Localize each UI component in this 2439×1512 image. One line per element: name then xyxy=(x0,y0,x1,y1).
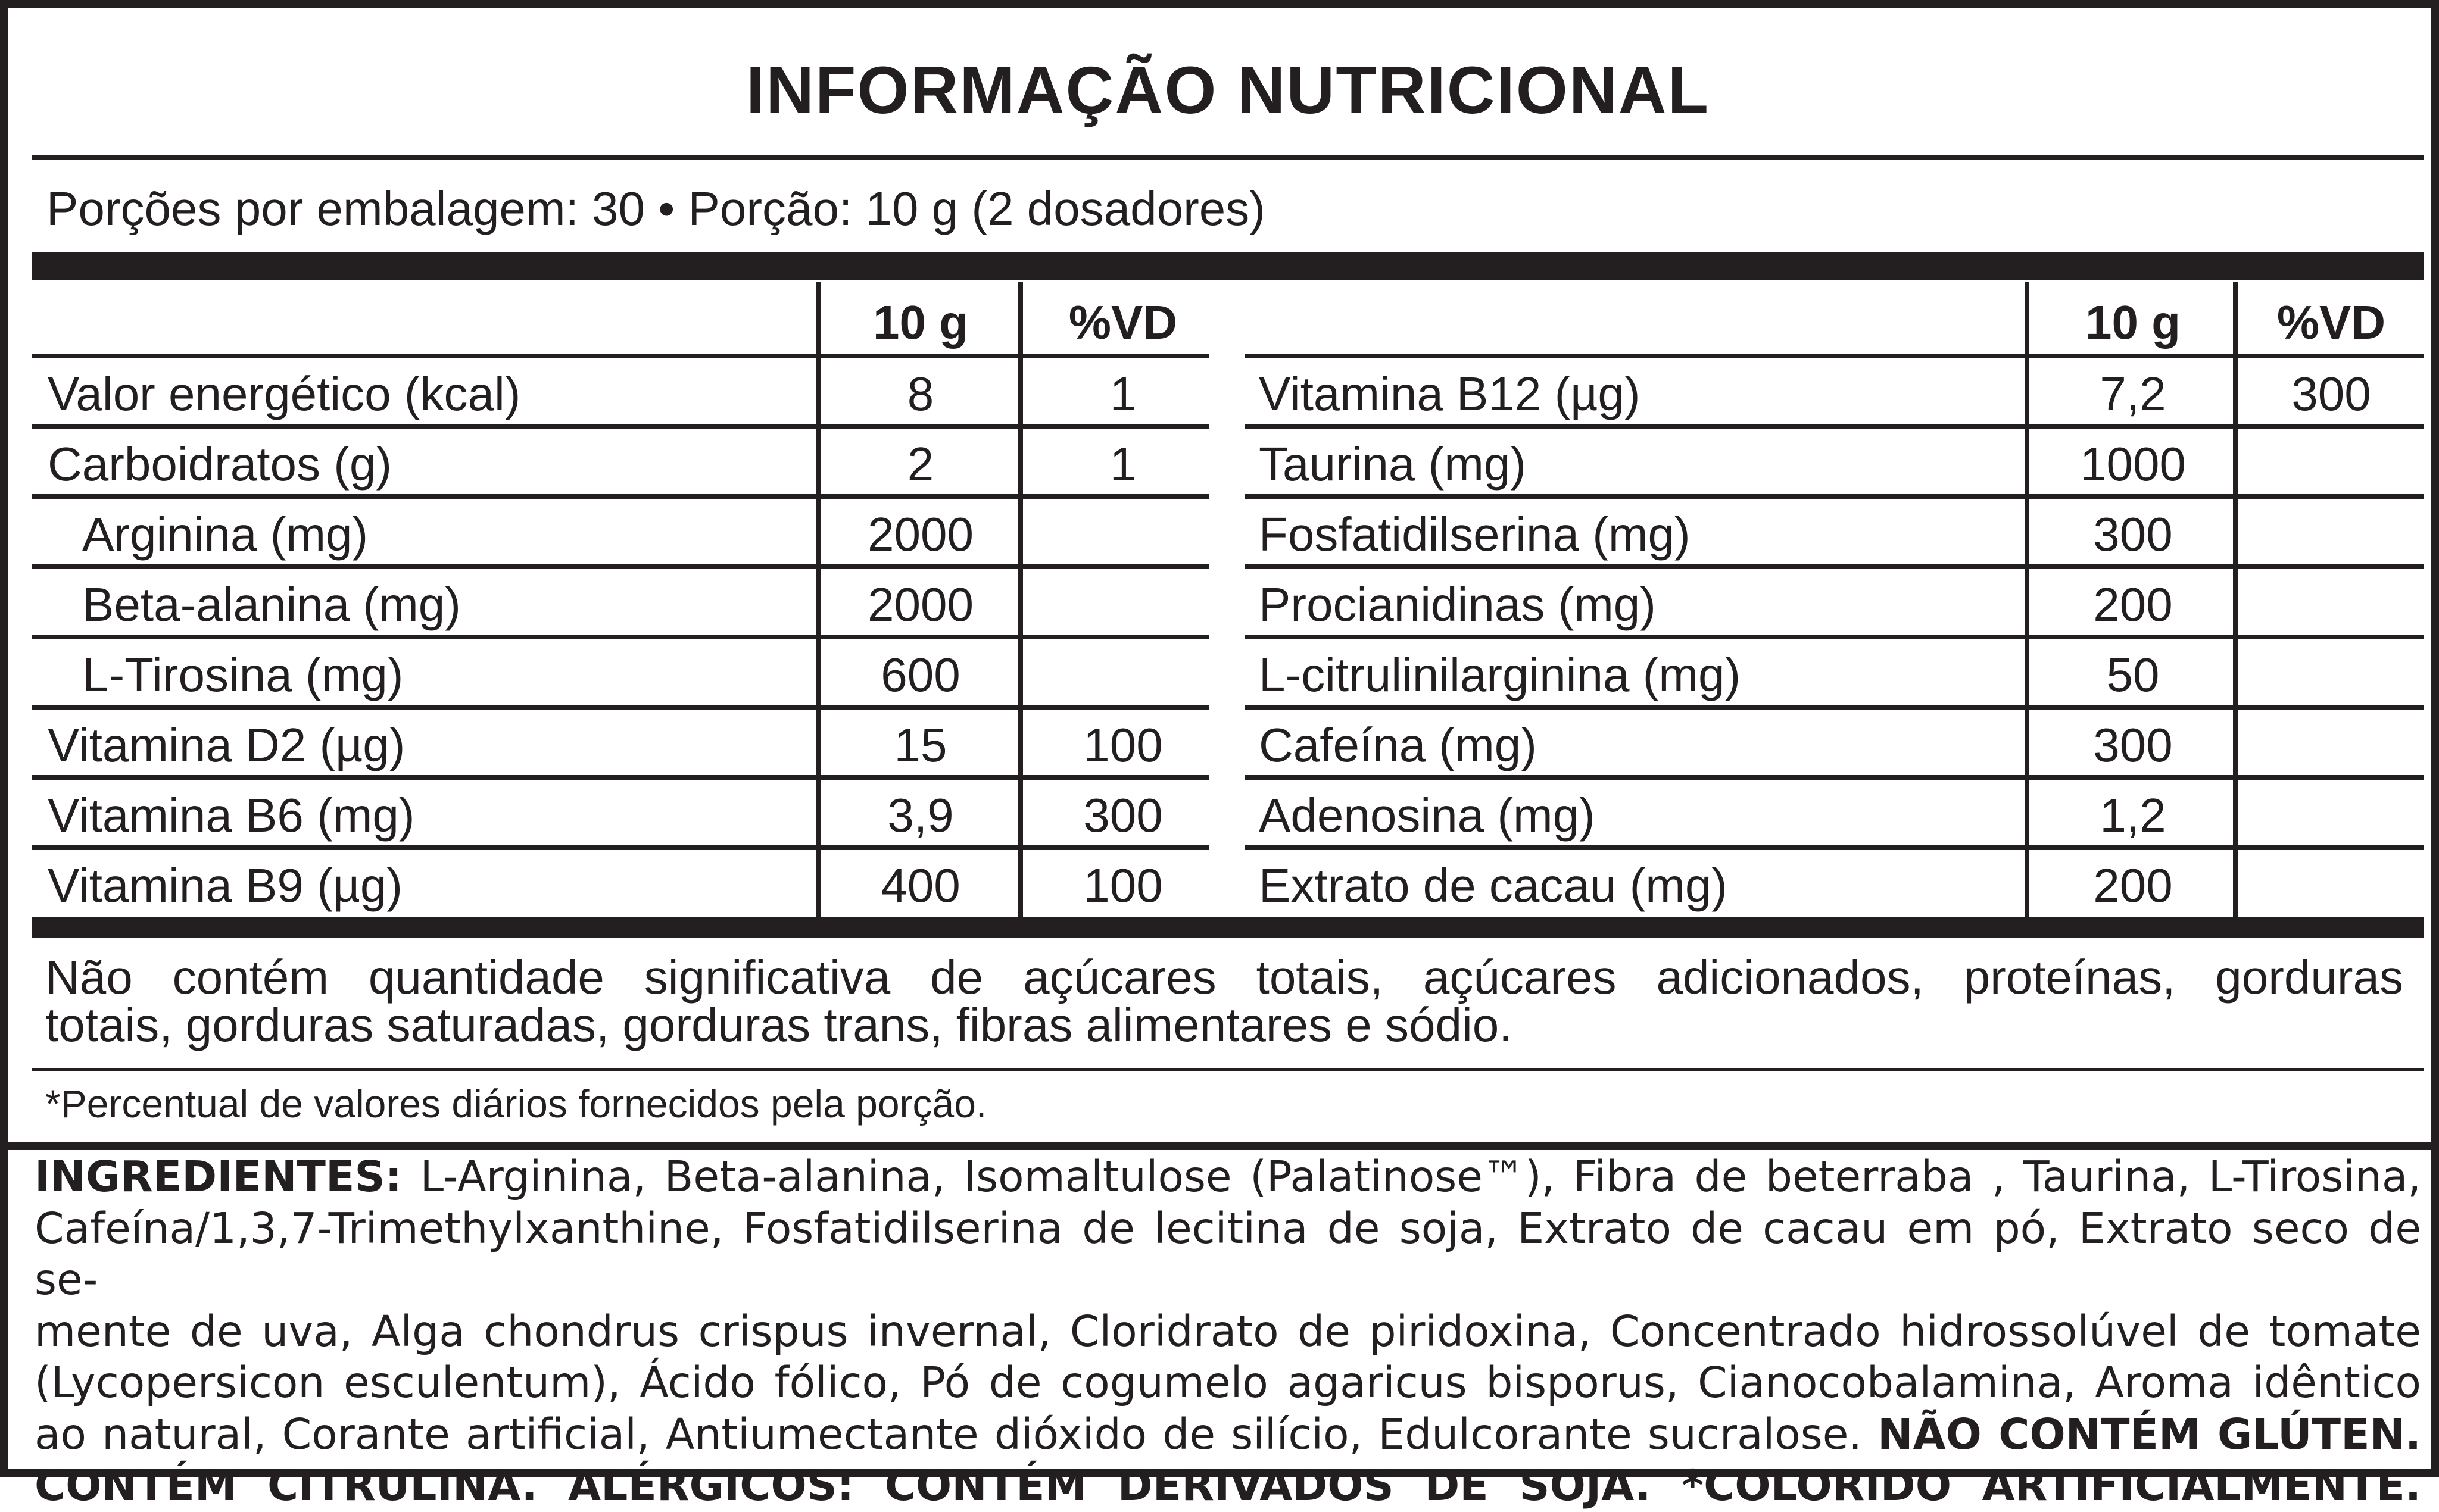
ingredients-line-2: Cafeína/1,3,7-Trimethylxanthine, Fosfatidilserina de lecitina de soja, Extrato de cacau em pó, Extrato seco de se- xyxy=(35,1203,2421,1304)
left-row-6-name: Vitamina B6 (mg) xyxy=(48,789,415,842)
right-row-7-name: Extrato de cacau (mg) xyxy=(1259,859,1727,912)
left-row-6-amount: 3,9 xyxy=(887,789,954,842)
left-row-0-dv: 1 xyxy=(1109,367,1137,420)
left-row-5-amount: 15 xyxy=(894,718,947,771)
right-row-4-amount: 50 xyxy=(2106,648,2160,701)
right-row-1-amount: 1000 xyxy=(2080,438,2186,491)
right-row-2-name: Fosfatidilserina (mg) xyxy=(1259,508,1691,561)
allergen-warning: CONTÉM CITRULINA. ALÉRGICOS: CONTÉM DERIVADOS DE SOJA. *COLORIDO ARTIFICIALMENTE. xyxy=(35,1461,2421,1510)
ingredients-line-1 xyxy=(35,1151,2421,1203)
note-divider xyxy=(32,1068,2424,1071)
daily-value-footnote: *Percentual de valores diários fornecidos pela porção. xyxy=(45,1082,987,1126)
label-title: INFORMAÇÃO NUTRICIONAL xyxy=(746,53,1710,127)
left-row-5-dv: 100 xyxy=(1083,718,1163,771)
left-header-dv: %VD xyxy=(1068,296,1178,349)
row-rule-left xyxy=(32,845,1209,850)
left-row-2-name: Arginina (mg) xyxy=(82,508,369,561)
not-significant-note-line2: totais, gorduras saturadas, gorduras trans, fibras alimentares e sódio. xyxy=(45,998,1512,1051)
ingredients-text-5: ao natural, Corante artificial, Antiumectante dióxido de silício, Edulcorante sucralose. xyxy=(35,1409,1862,1459)
row-rule-right xyxy=(1245,845,2424,850)
column-rule xyxy=(2025,282,2029,917)
right-header-amount: 10 g xyxy=(2085,296,2181,349)
column-rule xyxy=(2233,282,2238,917)
ingredients-block xyxy=(35,1151,2421,1512)
left-row-0-name: Valor energético (kcal) xyxy=(48,367,521,420)
gluten-warning: NÃO CONTÉM GLÚTEN. xyxy=(1877,1409,2421,1459)
ingredients-line-6 xyxy=(35,1460,2421,1512)
ingredients-divider xyxy=(8,1142,2439,1150)
left-row-4-name: L-Tirosina (mg) xyxy=(82,648,404,701)
right-row-7-amount: 200 xyxy=(2093,859,2173,912)
left-row-5-name: Vitamina D2 (µg) xyxy=(48,718,406,771)
ingredients-line-5 xyxy=(35,1409,2421,1461)
row-rule-right xyxy=(1245,775,2424,780)
left-row-6-dv: 300 xyxy=(1083,789,1163,842)
thick-divider-top xyxy=(32,252,2424,280)
ingredients-text-1: L-Arginina, Beta-alanina, Isomaltulose (Palatinose™), Fibra de beterraba , Taurina, L-Tirosina, xyxy=(420,1152,2421,1201)
row-rule-left xyxy=(32,775,1209,780)
column-rule xyxy=(816,282,821,917)
ingredients-line-4: (Lycopersicon esculentum), Ácido fólico, Pó de cogumelo agaricus bisporus, Cianocobalamina, Aroma idêntico xyxy=(35,1358,2421,1407)
right-row-6-amount: 1,2 xyxy=(2100,789,2166,842)
ingredients-label: INGREDIENTES: xyxy=(35,1152,403,1201)
right-row-3-name: Procianidinas (mg) xyxy=(1259,578,1656,631)
left-row-1-name: Carboidratos (g) xyxy=(48,438,392,491)
row-rule-right xyxy=(1245,705,2424,710)
title-divider xyxy=(32,155,2424,160)
left-row-7-name: Vitamina B9 (µg) xyxy=(48,859,403,912)
row-rule-left xyxy=(32,354,1209,358)
left-row-4-amount: 600 xyxy=(881,648,960,701)
left-row-2-amount: 2000 xyxy=(868,508,974,561)
right-row-0-amount: 7,2 xyxy=(2100,367,2166,420)
serving-info: Porções por embalagem: 30 • Porção: 10 g (2 dosadores) xyxy=(46,182,1265,235)
row-rule-left xyxy=(32,494,1209,499)
right-row-5-amount: 300 xyxy=(2093,718,2173,771)
right-row-0-name: Vitamina B12 (µg) xyxy=(1259,367,1640,420)
row-rule-left xyxy=(32,705,1209,710)
right-row-1-name: Taurina (mg) xyxy=(1259,438,1527,491)
right-row-5-name: Cafeína (mg) xyxy=(1259,718,1537,771)
ingredients-line-3: mente de uva, Alga chondrus crispus invernal, Cloridrato de piridoxina, Concentrado hidrossolúvel de tomate xyxy=(35,1306,2421,1356)
left-header-amount: 10 g xyxy=(872,296,969,349)
left-row-1-dv: 1 xyxy=(1109,438,1137,491)
left-row-7-amount: 400 xyxy=(881,859,960,912)
left-row-3-name: Beta-alanina (mg) xyxy=(82,578,461,631)
left-row-0-amount: 8 xyxy=(907,367,934,420)
not-significant-note-line1: Não contém quantidade significativa de açúcares totais, açúcares adicionados, proteínas, gorduras xyxy=(45,951,2403,1004)
right-row-2-amount: 300 xyxy=(2093,508,2173,561)
row-rule-right xyxy=(1245,635,2424,639)
row-rule-right xyxy=(1245,424,2424,429)
row-rule-right xyxy=(1245,494,2424,499)
row-rule-left xyxy=(32,635,1209,639)
row-rule-left xyxy=(32,564,1209,569)
row-rule-left xyxy=(32,424,1209,429)
left-row-3-amount: 2000 xyxy=(868,578,974,631)
row-rule-right xyxy=(1245,354,2424,358)
right-row-6-name: Adenosina (mg) xyxy=(1259,789,1595,842)
right-header-dv: %VD xyxy=(2276,296,2386,349)
thick-divider-bottom xyxy=(32,917,2424,938)
right-row-3-amount: 200 xyxy=(2093,578,2173,631)
right-row-0-dv: 300 xyxy=(2291,367,2371,420)
right-row-4-name: L-citrulinilarginina (mg) xyxy=(1259,648,1741,701)
row-rule-right xyxy=(1245,564,2424,569)
column-rule xyxy=(1018,282,1023,917)
left-row-1-amount: 2 xyxy=(907,438,934,491)
left-row-7-dv: 100 xyxy=(1083,859,1163,912)
